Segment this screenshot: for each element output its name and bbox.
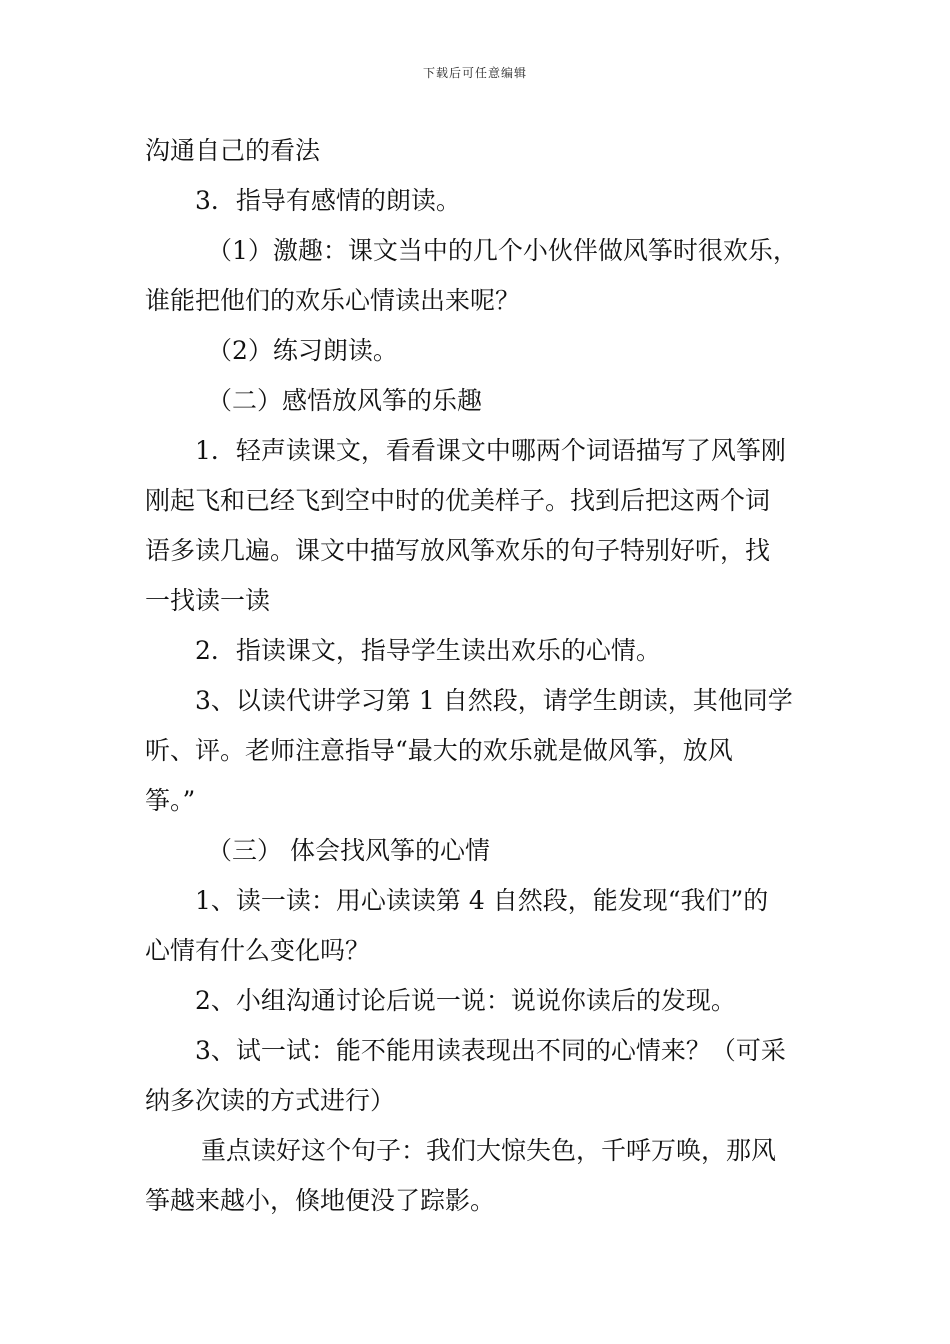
text-line: 一找读一读: [145, 586, 271, 615]
text-line: 1．轻声读课文，看看课文中哪两个词语描写了风筝刚: [195, 436, 786, 465]
text-line: 筝。”: [145, 786, 196, 815]
text-line: 语多读几遍。课文中描写放风筝欢乐的句子特别好听，找: [145, 536, 771, 565]
text-line: 2．指读课文，指导学生读出欢乐的心情。: [195, 636, 661, 665]
text-line: 3、试一试：能不能用读表现出不同的心情来？（可采: [195, 1036, 786, 1065]
text-line: 2、小组沟通讨论后说一说：说说你读后的发现。: [195, 986, 736, 1015]
text-line: 纳多次读的方式进行）: [145, 1086, 396, 1115]
text-line: （1）激趣：课文当中的几个小伙伴做风筝时很欢乐，: [207, 236, 798, 265]
section-heading: （三） 体会找风筝的心情: [207, 836, 490, 865]
text-line: 1、读一读：用心读读第 4 自然段，能发现“我们”的: [195, 886, 769, 915]
document-body: [145, 126, 815, 1226]
text-line: 3．指导有感情的朗读。: [195, 186, 461, 215]
page-header: 下载后可任意编辑: [422, 66, 527, 80]
text-line: 听、评。老师注意指导“最大的欢乐就是做风筝，放风: [145, 736, 733, 765]
section-heading: （二）感悟放风筝的乐趣: [207, 386, 483, 415]
text-line: 谁能把他们的欢乐心情读出来呢？: [145, 286, 521, 315]
text-line: 刚起飞和已经飞到空中时的优美样子。找到后把这两个词: [145, 486, 771, 515]
text-line: （2）练习朗读。: [207, 336, 398, 365]
text-line: 重点读好这个句子：我们大惊失色，千呼万唤，那风: [201, 1136, 777, 1165]
text-line: 3、以读代讲学习第 1 自然段，请学生朗读，其他同学: [195, 686, 793, 715]
text-line: 心情有什么变化吗？: [145, 936, 371, 965]
text-line: 沟通自己的看法: [145, 136, 321, 165]
text-line: 筝越来越小，倏地便没了踪影。: [145, 1186, 496, 1215]
